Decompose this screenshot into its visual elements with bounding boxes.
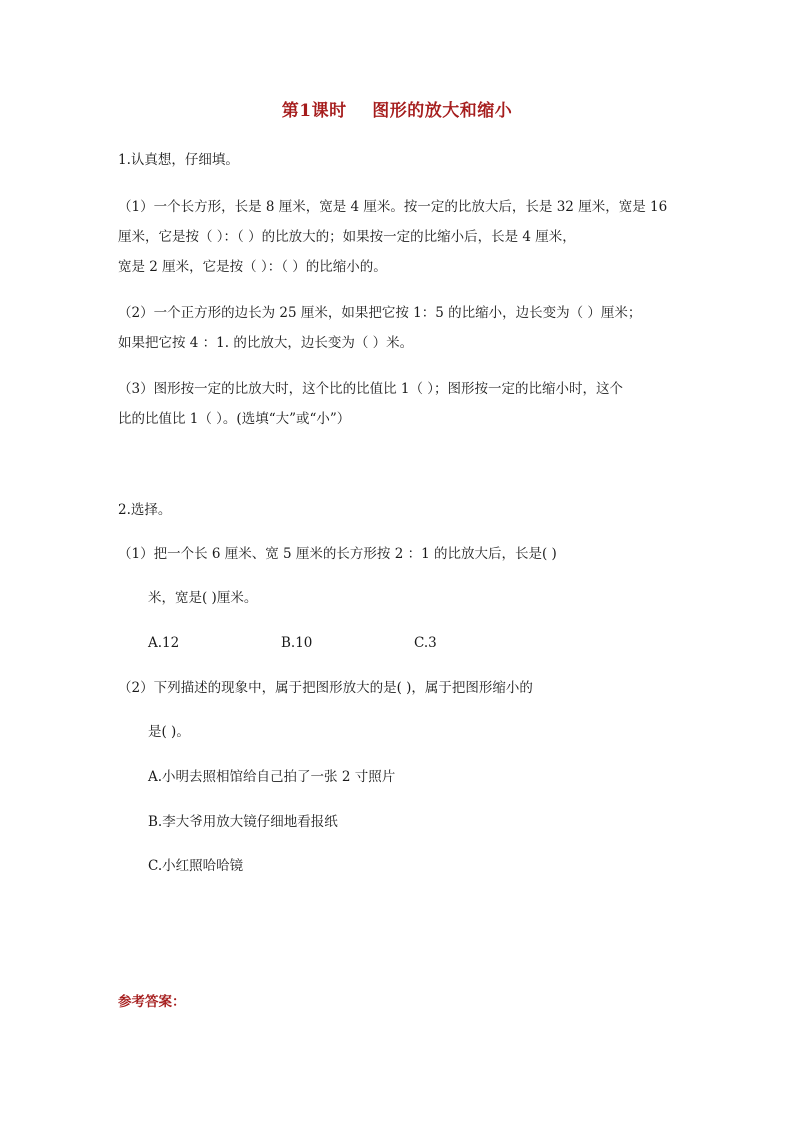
answer-key-label: 参考答案：	[118, 994, 186, 1010]
question-1-1-line-1: （1）一个长方形，长是 8 厘米，宽是 4 厘米。按一定的比放大后，长是 32 厘米，宽是 16	[118, 199, 668, 215]
question-2-heading: 2.选择。	[118, 502, 172, 518]
page-title: 第1课时 图形的放大和缩小	[281, 101, 513, 121]
question-1-3-line-2: 比的比值比 1（ ）。(选填“大”或“小”）	[118, 411, 351, 427]
question-2-2-option-b: B.李大爷用放大镜仔细地看报纸	[148, 814, 338, 830]
question-2-2-option-a: A.小明去照相馆给自己拍了一张 2 寸照片	[148, 769, 396, 785]
question-2-1-line-2: 米，宽是( )厘米。	[148, 590, 258, 606]
question-1-1-line-2: 厘米，它是按（ ）：（ ）的比放大的；如果按一定的比缩小后，长是 4 厘米，	[118, 229, 576, 245]
question-2-2-option-c: C.小红照哈哈镜	[148, 858, 244, 874]
question-1-2-line-1: （2）一个正方形的边长为 25 厘米，如果把它按 1：5 的比缩小，边长变为（ ）厘米；	[118, 305, 642, 321]
question-2-1-option-a: A.12	[148, 635, 180, 651]
question-2-1-option-c: C.3	[414, 635, 437, 651]
question-2-1-line-1: （1）把一个长 6 厘米、宽 5 厘米的长方形按 2 ：1 的比放大后，长是( )	[118, 546, 557, 562]
question-1-1-line-3: 宽是 2 厘米，它是按（ ）：（ ）的比缩小的。	[118, 259, 387, 275]
question-1-2-line-2: 如果把它按 4 ：1. 的比放大，边长变为（ ）米。	[118, 335, 414, 351]
question-2-2-line-1: （2）下列描述的现象中，属于把图形放大的是( )，属于把图形缩小的	[118, 680, 533, 696]
question-2-2-line-2: 是( )。	[148, 724, 190, 740]
question-2-1-option-b: B.10	[281, 635, 313, 651]
question-1-heading: 1.认真想，仔细填。	[118, 152, 239, 168]
question-1-3-line-1: （3）图形按一定的比放大时，这个比的比值比 1（ ）；图形按一定的比缩小时，这个	[118, 381, 624, 397]
